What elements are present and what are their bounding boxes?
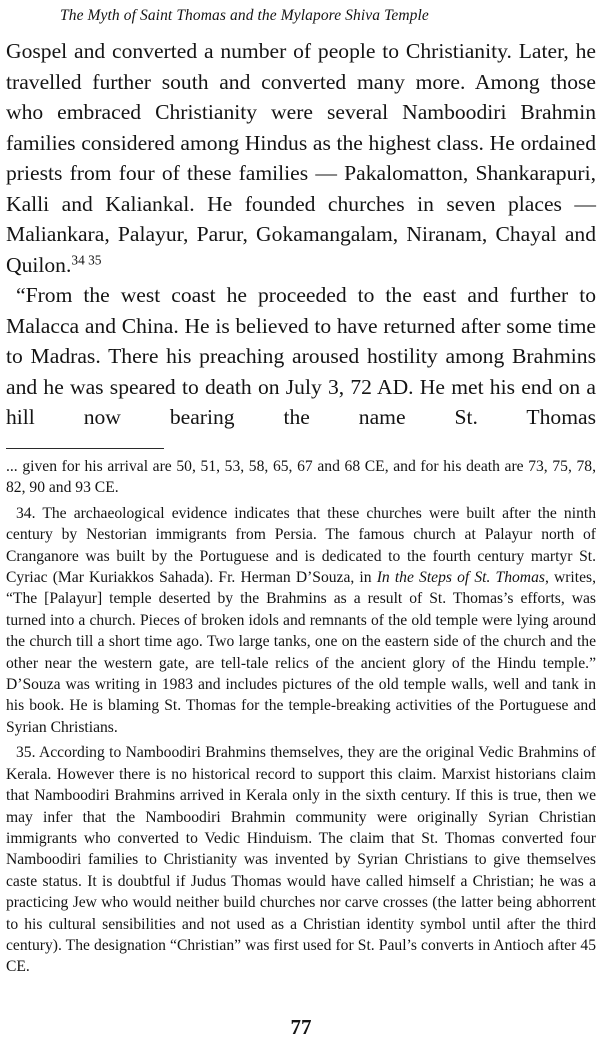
footnote-34-text-before: 34. The archaeological evidence indicates that these churches were built after the ninth century by Nestorian immigrants from Persia. The famous church at Palayur north of Cranganore was built by the Portuguese and is dedicated to the fourth century martyr St. Cyriac (Mar Kuriakkos Sahada). Fr. Herman D’Souza, in — [6, 504, 596, 587]
footnote-35: 35. According to Namboodiri Brahmins themselves, they are the original Vedic Brahmins of Kerala. However there is no historical record to support this claim. Marxist historians claim that Namboodiri Brahmins arrived in Kerala only in the sixth century. If this is true, then we may infer that the Namboodiri Brahmin community were originally Syrian Christian immigrants who converted to Vedic Hinduism. The claim that St. Thomas converted four Namboodiri families to Christianity was invented by Syrian Christians to give themselves caste status. It is doubtful if Judus Thomas would have called himself a Christian; he was a practicing Jew who would neither build churches nor carve crosses (the latter being abhorrent to his cultural sensibilities and not used as a Christian identity symbol until after the third century). The designation “Christian” was first used for St. Paul’s converts in Antioch after 45 CE. — [6, 744, 596, 976]
paragraph-2: “From the west coast he proceeded to the east and further to Malacca and China. He is believed to have returned after some time to Madras. There his preaching aroused hostility among Brahmins and he was speared to death on July 3, 72 AD. He met his end on a hill now bearing the name St. Thomas — [6, 283, 596, 429]
main-text — [6, 36, 596, 433]
footnote-separator — [6, 448, 164, 449]
book-page — [6, 0, 596, 1046]
paragraph-1 — [6, 36, 596, 280]
footnotes — [6, 456, 596, 982]
footnote-34 — [6, 503, 596, 738]
footnote-34-text-after: , writes, “The [Palayur] temple deserted by the Brahmins as a result of St. Thomas’s efforts, was turned into a church. Pieces of broken idols and remnants of the old temple were lying around the church till a short time ago. Two large tanks, one on the eastern side of the church and the other near the western gate, are tell-tale relics of the ancient glory of the Hindu temple.” D’Souza was writing in 1983 and includes pictures of the old temple walls, well and tank in his book. He is blaming St. Thomas for the temple-breaking activities of the Portuguese and Syrian Christians. — [6, 569, 596, 736]
footnote-34-book-title: In the Steps of St. Thomas — [376, 569, 545, 587]
page-number: 77 — [290, 1015, 312, 1039]
footnote-refs: 34 35 — [71, 252, 102, 268]
paragraph-1-text: Gospel and converted a number of people to Christianity. Later, he travelled further south and converted many more. Among those who embraced Christianity were several Namboodiri Brahmin families considered among Hindus as the highest class. He ordained priests from four of these families — Pakalomatton, Shankarapuri, Kalli and Kaliankal. He founded churches in seven places — Maliankara, Palayur, Parur, Gokamangalam, Niranam, Chayal and Quilon. — [6, 39, 596, 277]
running-head: The Myth of Saint Thomas and the Mylapore Shiva Temple — [60, 7, 429, 24]
footnote-continued: ... given for his arrival are 50, 51, 53, 58, 65, 67 and 68 CE, and for his death are 73, 75, 78, 82, 90 and 93 CE. — [6, 458, 596, 497]
